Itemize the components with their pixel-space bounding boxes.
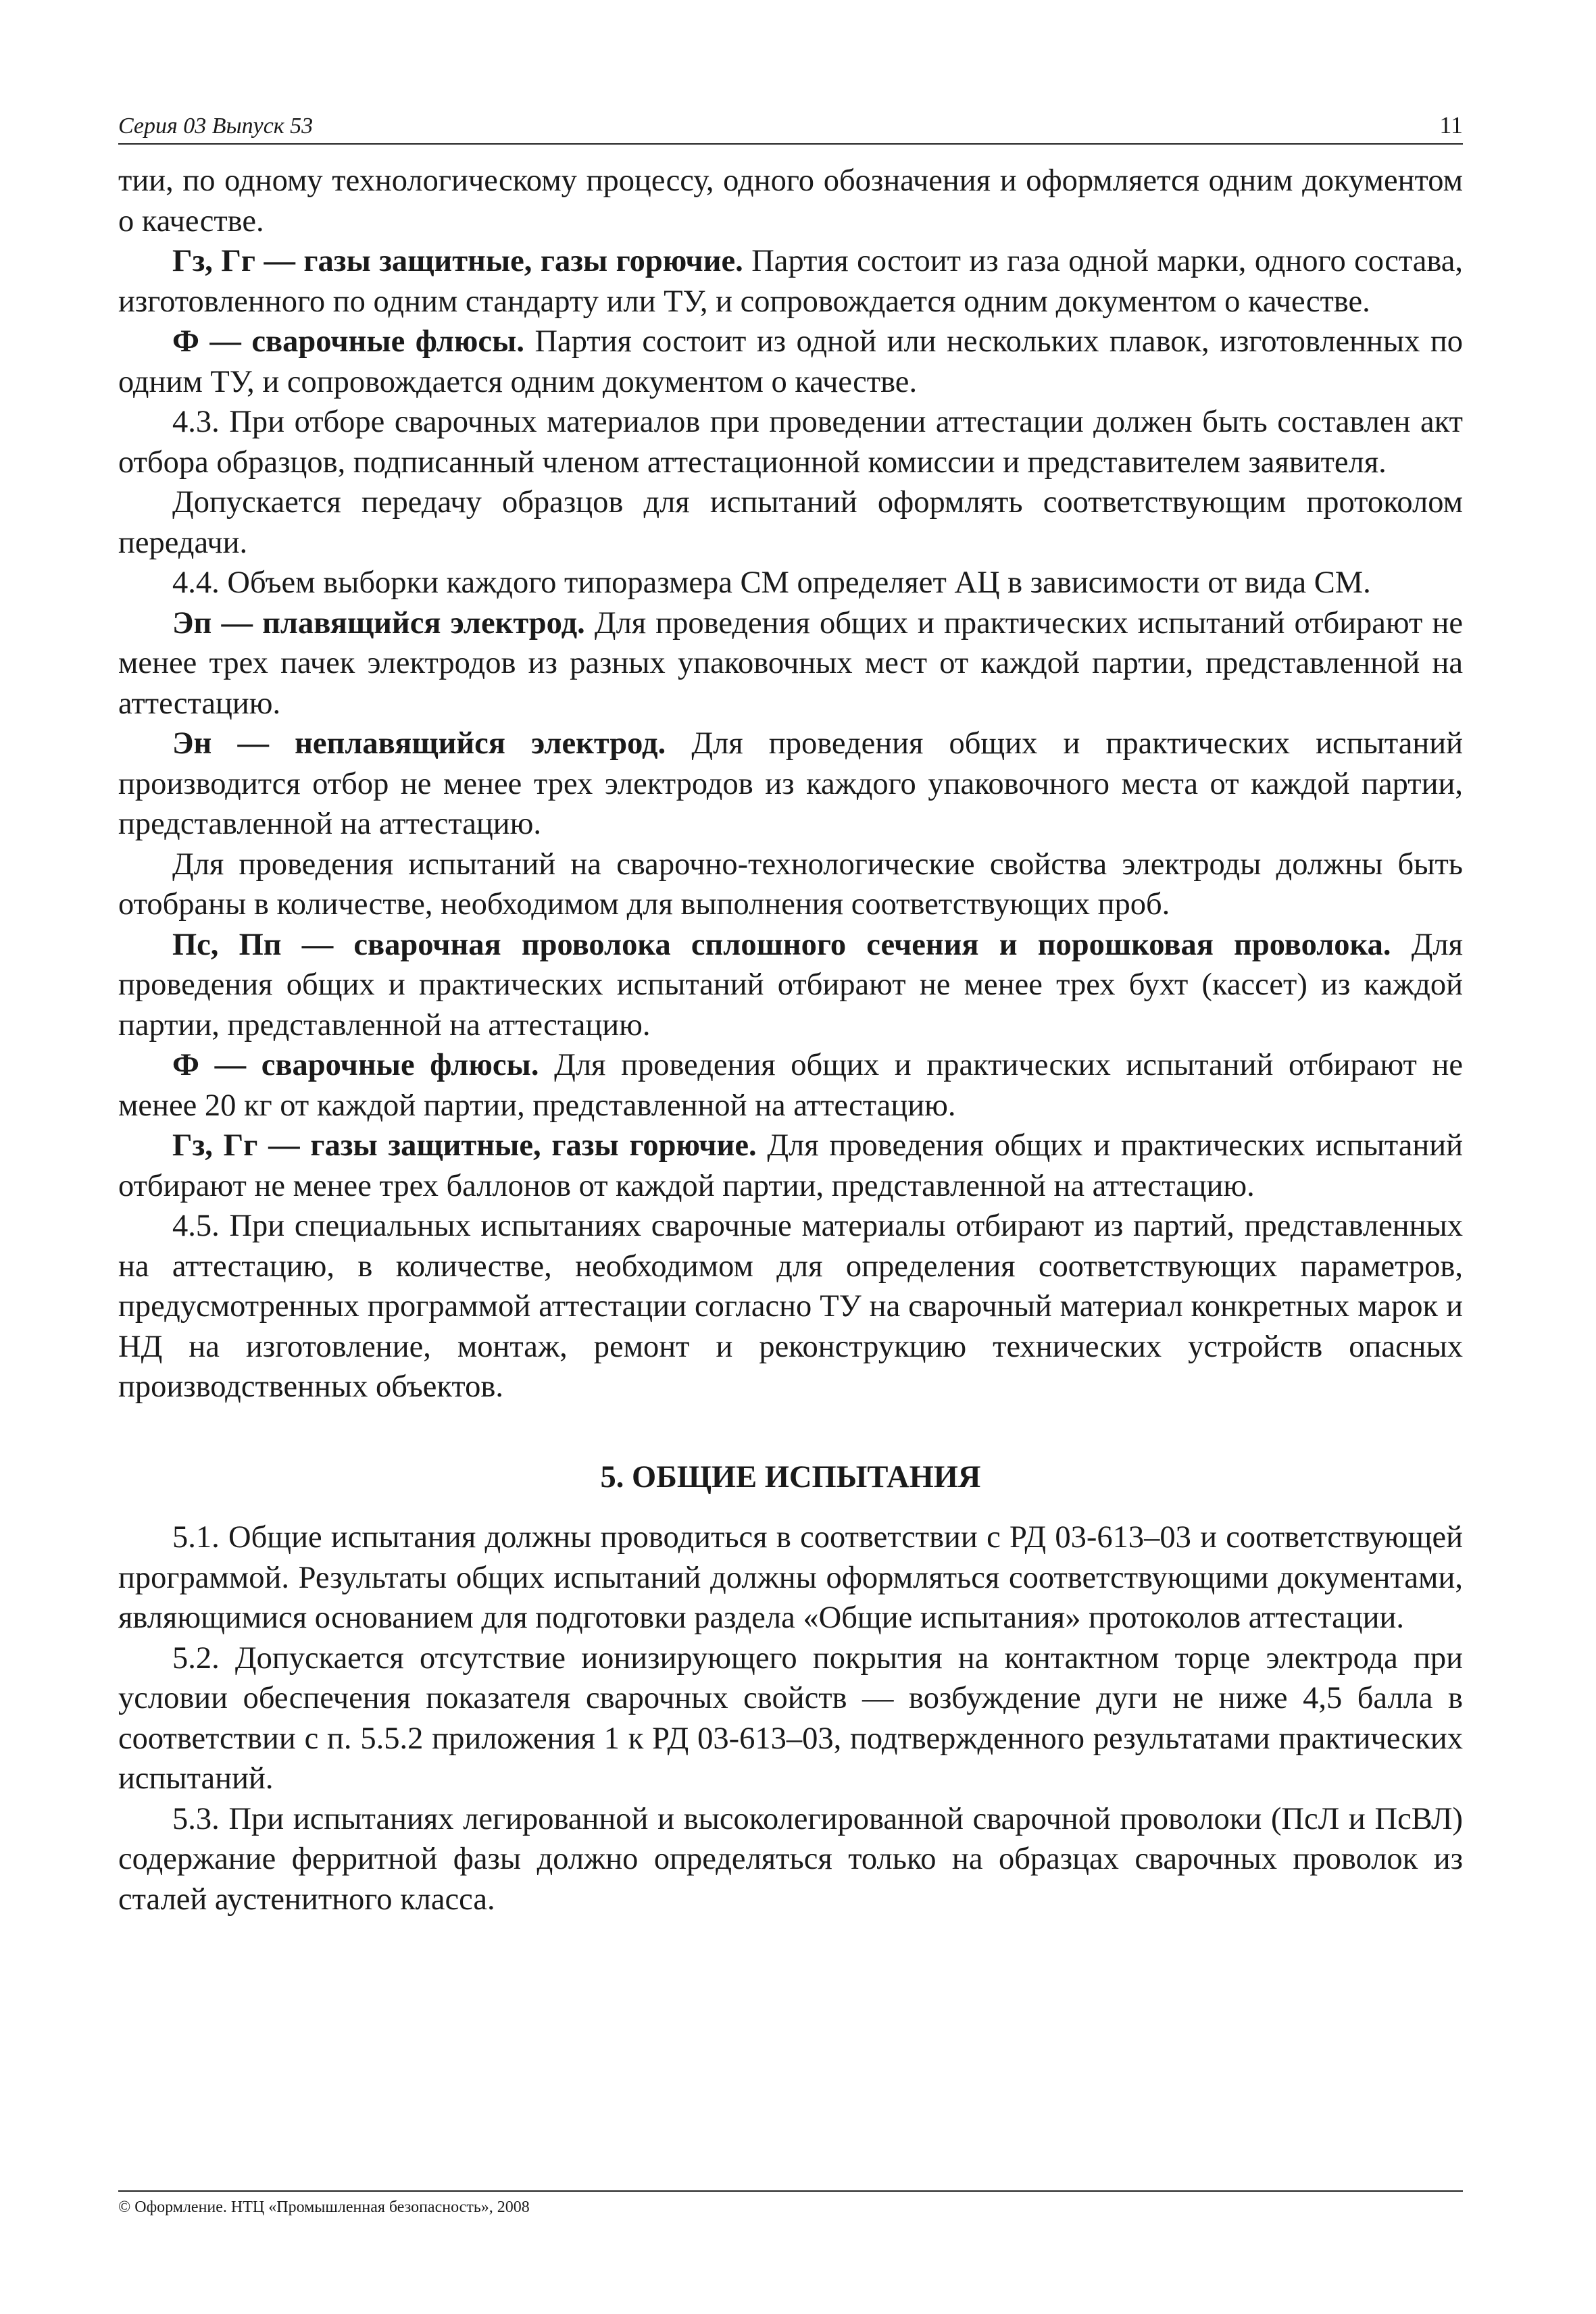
copyright: © Оформление. НТЦ «Промышленная безопасность», 2008 xyxy=(118,2198,530,2216)
page-number: 11 xyxy=(1439,111,1463,139)
paragraph: 5.2. Допускается отсутствие ионизирующего покрытия на контактном торце электрода при условии обеспечения показателя сварочных свойств — возбуждение дуги не ниже 4,5 балла в соответствии с п. 5.5.2 приложения 1 к РД 03-613–03, подтвержденного результатами практических испытаний. xyxy=(118,1640,1463,1796)
paragraph: Гз, Гг — газы защитные, газы горючие. Партия состоит из газа одной марки, одного состава, изготовленного по одним стандарту или ТУ, и сопровождается одним документом о качестве. xyxy=(118,244,1463,319)
paragraph: 4.4. Объем выборки каждого типоразмера СМ определяет АЦ в зависимости от вида СМ. xyxy=(172,565,1371,600)
paragraph: Ф — сварочные флюсы. Для проведения общих и практических испытаний отбирают не менее 20 кг от каждой партии, представленной на аттестацию. xyxy=(118,1048,1464,1123)
paragraph: 4.3. При отборе сварочных материалов при проведении аттестации должен быть составлен акт отбора образцов, подписанный членом аттестационной комиссии и представителем заявителя. xyxy=(118,405,1463,480)
section-title: 5. ОБЩИЕ ИСПЫТАНИЯ xyxy=(600,1459,981,1494)
paragraph: 5.3. При испытаниях легированной и высоколегированной сварочной проволоки (ПсЛ и ПсВЛ) содержание ферритной фазы должно определяться только на образцах сварочных проволок из сталей аустенитного класса. xyxy=(118,1801,1463,1917)
paragraph: Гз, Гг — газы защитные, газы горючие. Для проведения общих и практических испытаний отбирают не менее трех баллонов от каждой партии, представленной на аттестацию. xyxy=(118,1128,1463,1203)
term-gases: Гз, Гг — газы защитные, газы горючие. xyxy=(172,244,743,278)
body-text xyxy=(118,161,1463,1919)
series-label: Серия 03 Выпуск 53 xyxy=(118,114,314,139)
page-header xyxy=(118,107,1463,145)
paragraph: Для проведения испытаний на сварочно-технологические свойства электроды должны быть отобраны в количестве, необходимом для выполнения соответствующих проб. xyxy=(118,847,1463,922)
paragraph: тии, по одному технологическому процессу, одного обозначения и оформляется одним документом о качестве. xyxy=(118,164,1463,238)
term-gases-2: Гз, Гг — газы защитные, газы горючие. xyxy=(172,1128,757,1163)
term-fluxes: Ф — сварочные флюсы. xyxy=(172,324,524,359)
paragraph: Допускается передачу образцов для испытаний оформлять соответствующим протоколом передачи. xyxy=(118,485,1463,560)
paragraph: 5.1. Общие испытания должны проводиться в соответствии с РД 03-613–03 и соответствующей программой. Результаты общих испытаний должны оформляться соответствующими документами, являющимися основанием для подготовки раздела «Общие испытания» протоколов аттестации. xyxy=(118,1520,1463,1635)
term-consumable-electrode: Эп — плавящийся электрод. xyxy=(172,605,585,640)
paragraph: Ф — сварочные флюсы. Партия состоит из одной или нескольких плавок, изготовленных по одним ТУ, и сопровождается одним документом о качестве. xyxy=(118,324,1463,399)
paragraph: Пс, Пп — сварочная проволока сплошного сечения и порошковая проволока. Для проведения общих и практических испытаний отбирают не менее трех бухт (кассет) из каждой партии, представленной на аттестацию. xyxy=(118,927,1463,1042)
term-nonconsumable-electrode: Эн — неплавящийся электрод. xyxy=(172,726,666,761)
paragraph: 4.5. При специальных испытаниях сварочные материалы отбирают из партий, представленных на аттестацию, в количестве, необходимом для определения соответствующих параметров, предусмотренных программой аттестации согласно ТУ на сварочный материал конкретных марок и НД на изготовление, монтаж, ремонт и реконструкцию технических устройств опасных производственных объектов. xyxy=(118,1209,1463,1404)
paragraph: Эн — неплавящийся электрод. Для проведения общих и практических испытаний производится отбор не менее трех электродов из каждого упаковочного места от каждой партии, представленной на аттестацию. xyxy=(118,726,1463,841)
term-fluxes-2: Ф — сварочные флюсы. xyxy=(172,1048,539,1082)
paragraph: Эп — плавящийся электрод. Для проведения общих и практических испытаний отбирают не менее трех пачек электродов из разных упаковочных мест от каждой партии, представленной на аттестацию. xyxy=(118,605,1464,721)
page-footer xyxy=(118,2190,1463,2217)
term-welding-wire: Пс, Пп — сварочная проволока сплошного сечения и порошковая проволока. xyxy=(172,927,1391,962)
